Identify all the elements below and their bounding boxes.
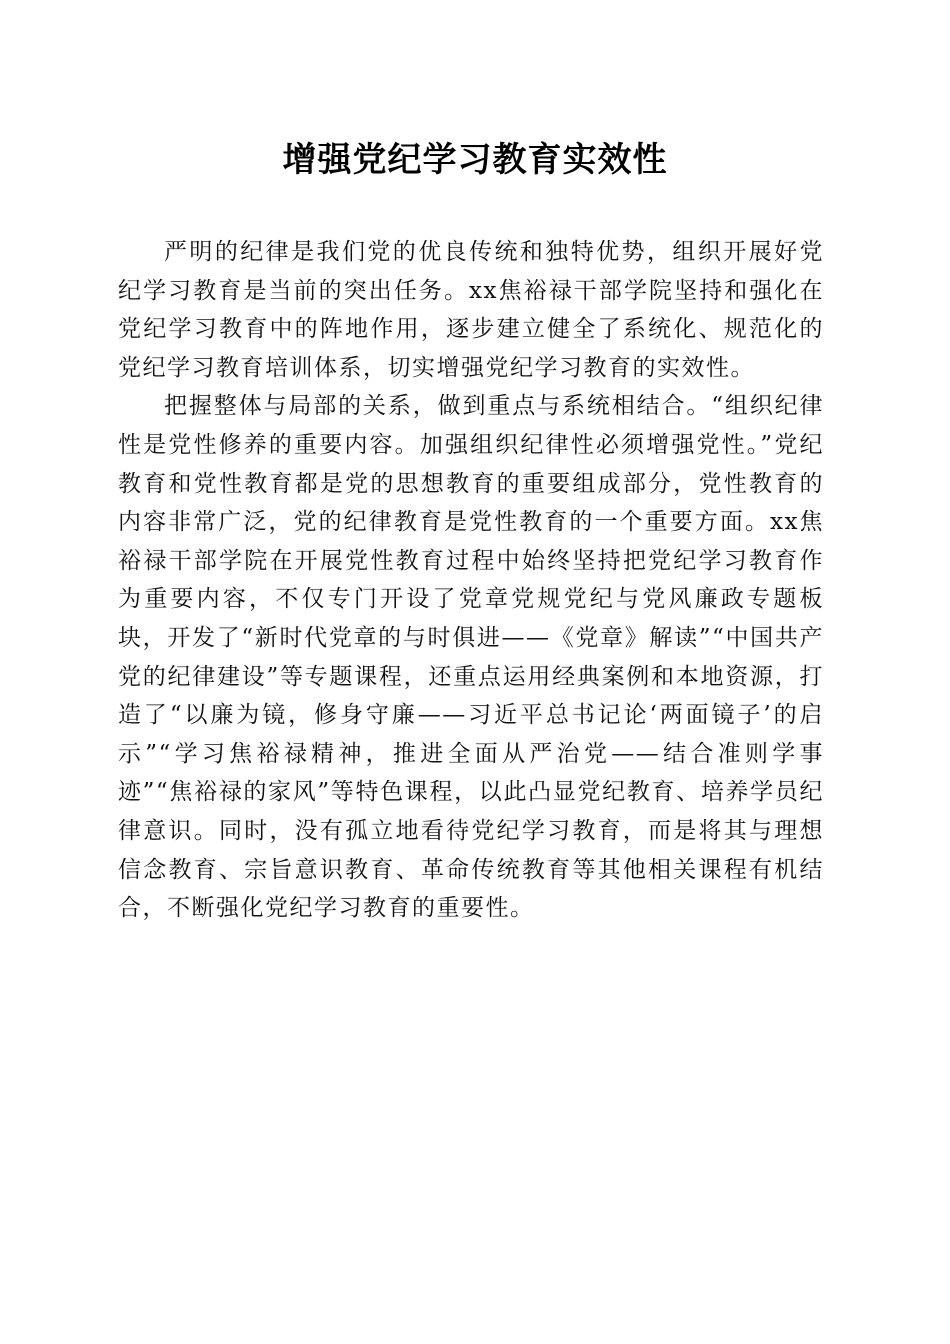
document-body: [118, 233, 824, 928]
paragraph-1: 严明的纪律是我们党的优良传统和独特优势，组织开展好党纪学习教育是当前的突出任务。xx焦裕禄干部学院坚持和强化在党纪学习教育中的阵地作用，逐步建立健全了系统化、规范化的党纪学习教育培训体系，切实增强党纪学习教育的实效性。: [118, 239, 824, 381]
paragraph-2: 把握整体与局部的关系，做到重点与系统相结合。“组织纪律性是党性修养的重要内容。加强组织纪律性必须增强党性。”党纪教育和党性教育都是党的思想教育的重要组成部分，党性教育的内容非常广泛，党的纪律教育是党性教育的一个重要方面。xx焦裕禄干部学院在开展党性教育过程中始终坚持把党纪学习教育作为重要内容，不仅专门开设了党章党规党纪与党风廉政专题板块，开发了“新时代党章的与时俱进——《党章》解读”“中国共产党的纪律建设”等专题课程，还重点运用经典案例和本地资源，打造了“以廉为镜，修身守廉——习近平总书记论‘两面镜子’的启示”“学习焦裕禄精神，推进全面从严治党——结合准则学事迹”“焦裕禄的家风”等特色课程，以此凸显党纪教育、培养学员纪律意识。同时，没有孤立地看待党纪学习教育，而是将其与理想信念教育、宗旨意识教育、革命传统教育等其他相关课程有机结合，不断强化党纪学习教育的重要性。: [118, 393, 824, 922]
document-title: 增强党纪学习教育实效性: [282, 140, 668, 180]
